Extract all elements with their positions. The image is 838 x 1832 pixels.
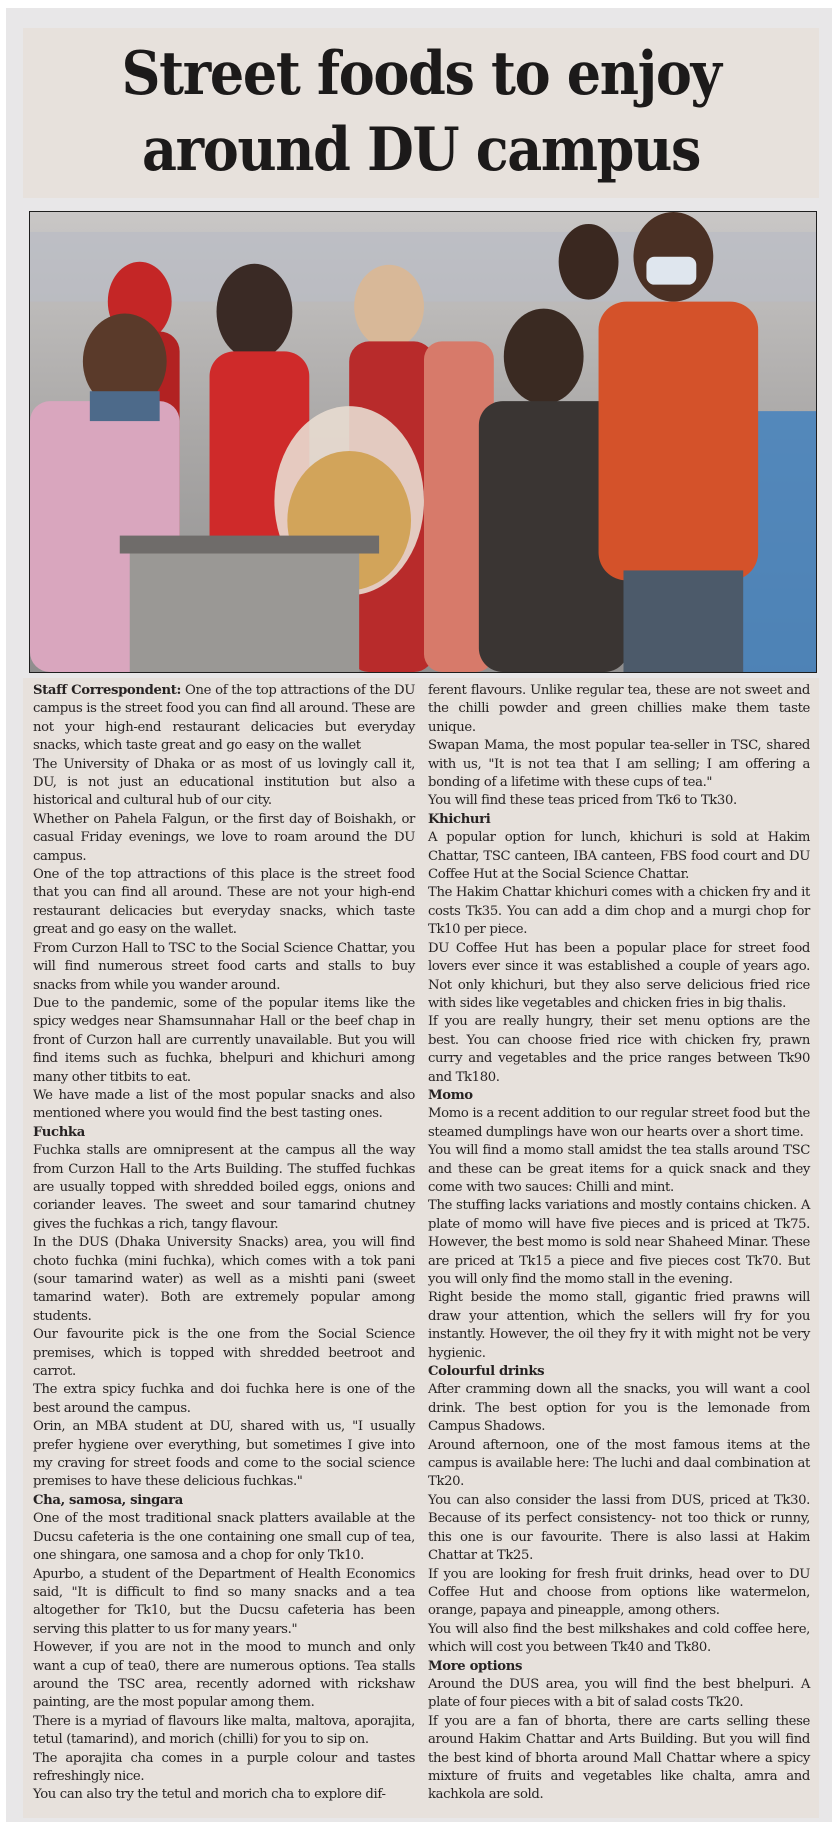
- article-column-left: [33, 682, 415, 1805]
- paragraph: Whether on Pahela Falgun, or the first day of Boishakh, or casual Friday evenings, we love to roam around the DU campus.: [33, 811, 415, 864]
- paragraph: A popular option for lunch, khichuri is sold at Hakim Chattar, TSC canteen, IBA canteen, FBS food court and DU Coffee Hut at the Social Science Chattar.: [428, 830, 810, 883]
- paragraph: Around the DUS area, you will find the best bhelpuri. A plate of four pieces with a bit of salad costs Tk20.: [428, 1676, 810, 1711]
- vendor-scarf: [90, 391, 160, 421]
- paragraph: You will find these teas priced from Tk6 to Tk30.: [428, 793, 737, 809]
- section-heading-colourful-drinks: Colourful drinks: [428, 1364, 545, 1380]
- paragraph: Right beside the momo stall, gigantic fried prawns will draw your attention, which the sellers will fry for you instantly. However, the oil they fry it with might not be very hygienic.: [428, 1290, 810, 1361]
- paragraph: Due to the pandemic, some of the popular items like the spicy wedges near Shamsunnahar Hall or the beef chap in front of Curzon hall are currently unavailable. But you will find items such as fuchka, bhelpuri and khichuri among many other titbits to eat.: [33, 995, 415, 1085]
- street-food-photo-icon: [30, 212, 816, 672]
- section-heading-cha-samosa-singara: Cha, samosa, singara: [33, 1492, 183, 1508]
- paragraph: Orin, an MBA student at DU, shared with us, "I usually prefer hygiene over everything, but sometimes I give into my craving for street foods and come to the social science premises to have these delicious fuchkas.": [33, 1419, 415, 1490]
- byline: Staff Correspondent:: [33, 683, 182, 698]
- headline-line-2: around DU campus: [141, 115, 701, 185]
- paragraph: You will find a momo stall amidst the tea stalls around TSC and these can be great items for a quick snack and they come with two sauces: Chilli and mint.: [428, 1143, 810, 1195]
- paragraph: One of the most traditional snack platters available at the Ducsu cafeteria is the one containing one small cup of tea, one shingara, one samosa and a chop for only Tk10.: [33, 1511, 415, 1564]
- paragraph: Our favourite pick is the one from the Social Science premises, which is topped with shredded beetroot and carrot.: [33, 1327, 415, 1380]
- article-body: [23, 678, 819, 1818]
- paragraph: The University of Dhaka or as most of us lovingly call it, DU, is not just an educational institution but also a historical and cultural hub of our city.: [33, 756, 415, 809]
- person-beige-hijab-head: [354, 265, 424, 349]
- person-phone-head: [504, 309, 584, 405]
- paragraph: The aporajita cha comes in a purple colour and tastes refreshingly nice.: [33, 1750, 415, 1784]
- street-food-photo: [29, 211, 817, 673]
- paragraph: If you are looking for fresh fruit drinks, head over to DU Coffee Hut and choose from options like watermelon, orange, papaya and pineapple, among others.: [428, 1566, 810, 1619]
- person-red-dress-head: [217, 264, 293, 360]
- paragraph: If you are really hungry, their set menu options are the best. You can choose fried rice with chicken fry, prawn curry and vegetables and the price ranges between Tk90 and Tk180.: [428, 1014, 810, 1085]
- cart-tray: [120, 536, 379, 554]
- person-jeans: [623, 570, 743, 672]
- paragraph: You will also find the best milkshakes and cold coffee here, which will cost you between Tk40 and Tk80.: [428, 1621, 810, 1656]
- paragraph: You can also consider the lassi from DUS, priced at Tk30. Because of its perfect consistency- not too thick or runny, this one is our favourite. There is also lassi at Hakim Chattar at Tk25.: [428, 1492, 810, 1564]
- paragraph: DU Coffee Hut has been a popular place for street food lovers ever since it was established a couple of years ago. Not only khichuri, but they also serve delicious fried rice with sides like vegetables and chicken fries in big thalis.: [428, 940, 810, 1011]
- paragraph: The stuffing lacks variations and mostly contains chicken. A plate of momo will have five pieces and is priced at Tk75. However, the best momo is sold near Shaheed Minar. These are priced at Tk15 a piece and five pieces cost Tk70. But you will only find the momo stall in the evening.: [428, 1198, 810, 1287]
- paragraph: You can also try the tetul and morich cha to explore dif-: [33, 1787, 386, 1803]
- paragraph: Around afternoon, one of the most famous items at the campus is available here: The luchi and daal combination at Tk20.: [428, 1437, 810, 1490]
- paragraph: From Curzon Hall to TSC to the Social Science Chattar, you will find numerous street food carts and stalls to buy snacks from while you wander around.: [33, 940, 415, 993]
- person-orange-hoodie-body: [599, 302, 759, 581]
- paragraph: One of the top attractions of this place is the street food that you can find all around. These are not your high-end restaurant delicacies but everyday snacks, which taste great and go easy on the wallet.: [33, 867, 415, 938]
- section-heading-fuchka: Fuchka: [33, 1124, 85, 1140]
- fuchka-cart: [130, 551, 359, 672]
- intro-text: One of the top attractions of the DU campus is the street food you can find all around. These are not your high-end restaurant delicacies but everyday snacks, which taste great and go easy on the wallet: [33, 683, 415, 754]
- person-masked-head: [633, 212, 713, 302]
- paragraph: The Hakim Chattar khichuri comes with a chicken fry and it costs Tk35. You can add a dim chop and a murgi chop for Tk10 per piece.: [428, 885, 810, 938]
- paragraph: We have made a list of the most popular snacks and also mentioned where you would find the best tasting ones.: [33, 1087, 415, 1122]
- paragraph: However, if you are not in the mood to munch and only want a cup of tea0, there are numerous options. Tea stalls around the TSC area, recently adorned with rickshaw painting, are the most popular among them.: [33, 1640, 415, 1711]
- paragraph: In the DUS (Dhaka University Snacks) area, you will find choto fuchka (mini fuchka), which comes with a tok pani (sour tamarind water) as well as a mishti pani (sweet tamarind water). Both are extremely popular among students.: [33, 1235, 415, 1324]
- section-heading-khichuri: Khichuri: [428, 811, 491, 827]
- intro-paragraph: [33, 682, 415, 756]
- headline: [63, 28, 779, 188]
- paragraph: Swapan Mama, the most popular tea-seller in TSC, shared with us, "It is not tea that I am selling; I am offering a bonding of a lifetime with these cups of tea.": [428, 738, 810, 791]
- newspaper-page: [6, 8, 832, 1822]
- section-heading-more-options: More options: [428, 1658, 523, 1674]
- mask: [646, 257, 696, 285]
- paragraph: Momo is a recent addition to our regular street food but the steamed dumplings have won our hearts over a short time.: [428, 1106, 810, 1140]
- headline-line-1: Street foods to enjoy: [121, 39, 721, 109]
- person-back-head: [559, 224, 619, 300]
- paragraph: Apurbo, a student of the Department of Health Economics said, "It is difficult to find so many snacks and a tea altogether for Tk10, but the Ducsu cafeteria has been serving this platter to us for many years.": [33, 1566, 415, 1637]
- paragraph: ferent flavours. Unlike regular tea, these are not sweet and the chilli powder and green chillies make them taste unique.: [428, 683, 810, 735]
- article-column-right: [428, 682, 810, 1805]
- paragraph: After cramming down all the snacks, you will want a cool drink. The best option for you is the lemonade from Campus Shadows.: [428, 1382, 810, 1435]
- headline-box: [23, 28, 819, 198]
- paragraph: If you are a fan of bhorta, there are carts selling these around Hakim Chattar and Arts Building. But you will find the best kind of bhorta around Mall Chattar where a spicy mixture of fruits and vegetables like chalta, amra and kachkola are sold.: [428, 1713, 810, 1803]
- paragraph: The extra spicy fuchka and doi fuchka here is one of the best around the campus.: [33, 1382, 415, 1416]
- paragraph: There is a myriad of flavours like malta, maltova, aporajita, tetul (tamarind), and morich (chilli) for you to sip on.: [33, 1713, 415, 1748]
- section-heading-momo: Momo: [428, 1087, 473, 1103]
- paragraph: Fuchka stalls are omnipresent at the campus all the way from Curzon Hall to the Arts Building. The stuffed fuchkas are usually topped with shredded boiled eggs, onions and coriander leaves. The sweet and sour tamarind chutney gives the fuchkas a rich, tangy flavour.: [33, 1143, 415, 1232]
